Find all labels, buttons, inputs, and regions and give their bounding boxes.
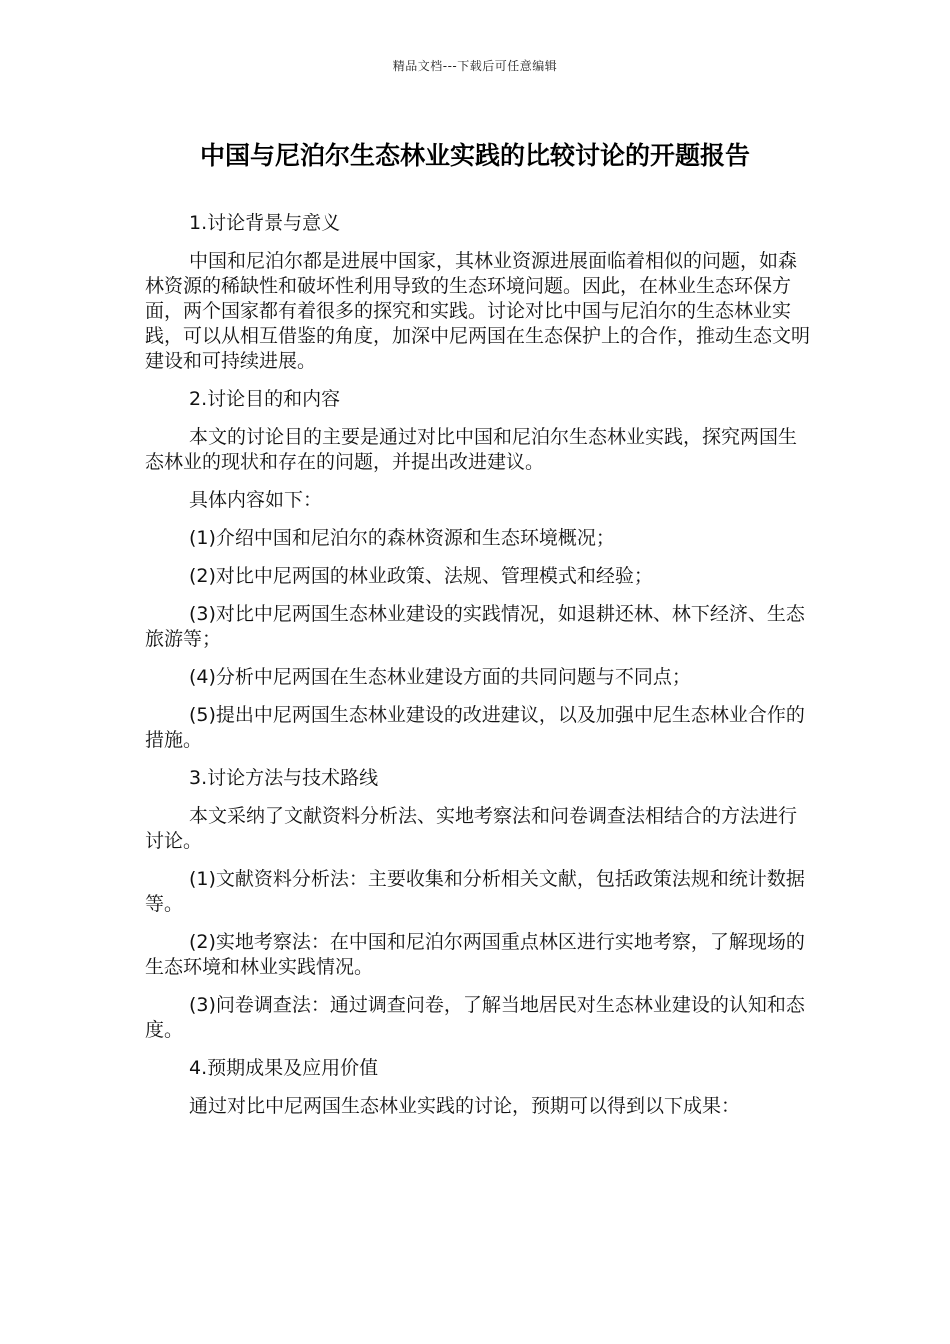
list-item-method-2: (2)实地考察法：在中国和尼泊尔两国重点林区进行实地考察，了解现场的生态环境和林业实践情况。 [145,931,805,978]
list-item-method-1: (1)文献资料分析法：主要收集和分析相关文献，包括政策法规和统计数据等。 [145,868,805,915]
paragraph-methods: 本文采纳了文献资料分析法、实地考察法和问卷调查法相结合的方法进行讨论。 [145,805,798,852]
document-body [145,211,813,1132]
section-heading-outcomes: 4.预期成果及应用价值 [189,1057,379,1079]
list-item-method-3: (3)问卷调查法：通过调查问卷，了解当地居民对生态林业建设的认知和态度。 [145,994,805,1041]
section-heading-background: 1.讨论背景与意义 [189,212,341,234]
section-heading-methods: 3.讨论方法与技术路线 [189,767,379,789]
section-heading-purpose: 2.讨论目的和内容 [189,388,341,410]
paragraph-purpose: 本文的讨论目的主要是通过对比中国和尼泊尔生态林业实践，探究两国生态林业的现状和存在的问题，并提出改进建议。 [145,426,798,473]
list-item-content-3: (3)对比中尼两国生态林业建设的实践情况，如退耕还林、林下经济、生态旅游等； [145,603,805,650]
list-item-content-1: (1)介绍中国和尼泊尔的森林资源和生态环境概况； [189,527,615,549]
document-title: 中国与尼泊尔生态林业实践的比较讨论的开题报告 [199,141,750,170]
paragraph-outcomes: 通过对比中尼两国生态林业实践的讨论，预期可以得到以下成果： [189,1095,741,1117]
paragraph-background: 中国和尼泊尔都是进展中国家，其林业资源进展面临着相似的问题，如森林资源的稀缺性和破坏性利用导致的生态环境问题。因此，在林业生态环保方面，两个国家都有着很多的探究和实践。讨论对比中国与尼泊尔的生态林业实践，可以从相互借鉴的角度，加深中尼两国在生态保护上的合作，推动生态文明建设和可持续进展。 [145,250,811,372]
list-item-content-4: (4)分析中尼两国在生态林业建设方面的共同问题与不同点； [189,666,691,688]
list-item-content-2: (2)对比中尼两国的林业政策、法规、管理模式和经验； [189,565,653,587]
paragraph-content-intro: 具体内容如下： [189,489,323,511]
header-note: 精品文档---下载后可任意编辑 [392,59,558,73]
list-item-content-5: (5)提出中尼两国生态林业建设的改进建议，以及加强中尼生态林业合作的措施。 [145,704,805,751]
